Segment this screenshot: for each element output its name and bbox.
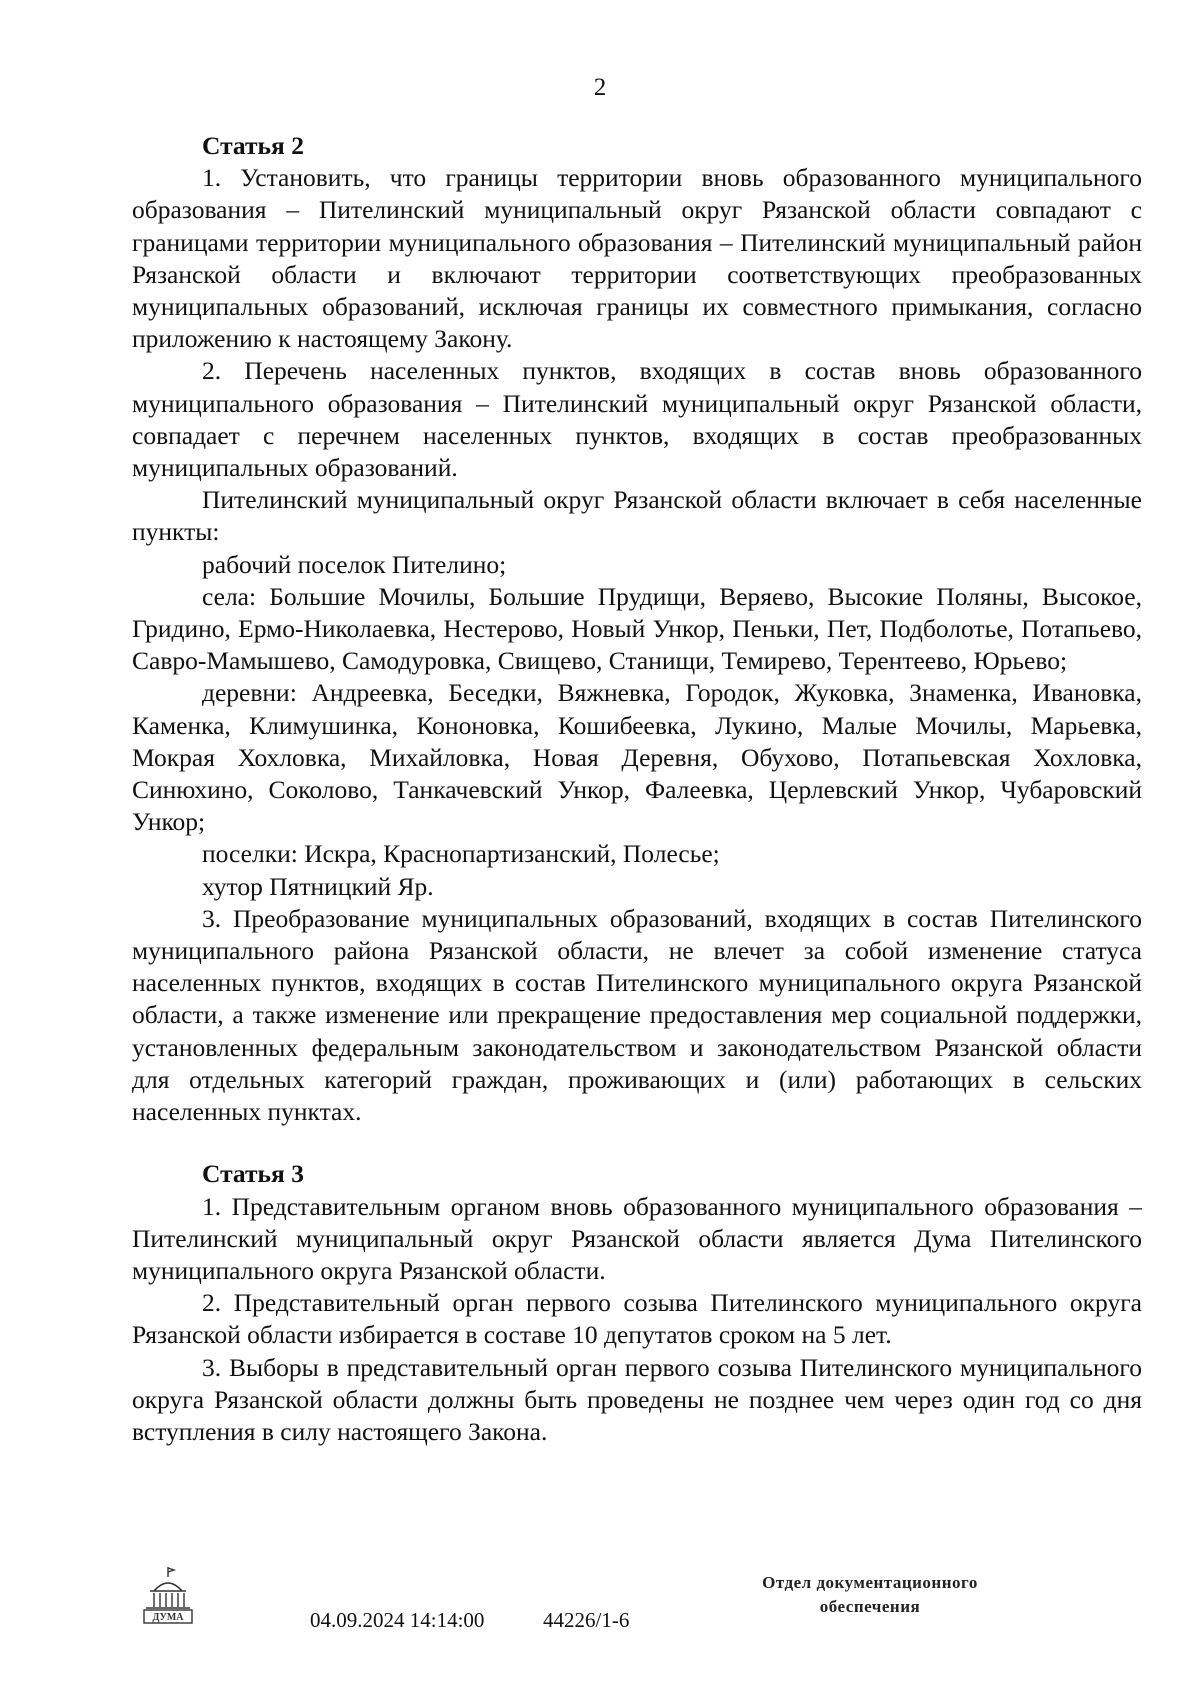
- article-2-paragraph: хутор Пятницкий Яр.: [202, 871, 434, 901]
- footer-department-stamp: [720, 1571, 1020, 1619]
- article-2-paragraph: 3. Преобразование муниципальных образований, входящих в состав Пителинского муниципального района Рязанской области, не влечет за собой изменение статуса населенных пунктов, входящих в состав Пителинского муниципального округа Рязанской области, а также изменение или прекращение предоставления мер социальной поддержки, установленных федеральным законодательством и законодательством Рязанской области для отдельных категорий граждан, проживающих и (или) работающих в сельских населенных пунктах.: [132, 903, 1142, 1127]
- duma-logo-icon: [140, 1565, 196, 1627]
- logo-text: ДУМА: [152, 1612, 184, 1623]
- article-2-paragraph: Пителинский муниципальный округ Рязанской области включает в себя населенные пункты:: [132, 485, 1142, 547]
- article-2-heading: Статья 2: [202, 131, 304, 160]
- section-gap: [132, 1128, 1142, 1158]
- article-2-paragraph: деревни: Андреевка, Беседки, Вяжневка, Городок, Жуковка, Знаменка, Ивановка, Каменка, Климушинка, Кононовка, Кошибеевка, Лукино, Малые Мочилы, Марьевка, Мокрая Хохловка, Михайловка, Новая Деревня, Обухово, Потапьевская Хохловка, Синюхино, Соколово, Танкачевский Ункор, Фалеевка, Церлевский Ункор, Чубаровский Ункор;: [132, 678, 1142, 837]
- footer-reg-number: 44226/1-6: [543, 1608, 630, 1632]
- document-body: [132, 130, 1142, 1448]
- dept-line-2: обеспечения: [819, 1597, 921, 1616]
- article-2-paragraph: поселки: Искра, Краснопартизанский, Полесье;: [202, 839, 720, 869]
- footer-datetime: 04.09.2024 14:14:00: [310, 1608, 485, 1632]
- article-3-paragraph: 3. Выборы в представительный орган первого созыва Пителинского муниципального округа Рязанской области должны быть проведены не позднее чем через один год со дня вступления в силу настоящего Закона.: [132, 1352, 1142, 1446]
- dept-line-1: Отдел документационного: [762, 1573, 978, 1592]
- article-2-paragraph: 2. Перечень населенных пунктов, входящих в состав вновь образованного муниципального образования – Пителинский муниципальный округ Рязанской области, совпадает с перечнем населенных пунктов, входящих в состав преобразованных муниципальных образований.: [132, 356, 1142, 483]
- article-3-paragraph: 1. Представительным органом вновь образованного муниципального образования – Пителинский муниципальный округ Рязанской области является Дума Пителинского муниципального округа Рязанской области.: [132, 1191, 1142, 1285]
- article-2-paragraph: 1. Установить, что границы территории вновь образованного муниципального образования – Пителинский муниципальный округ Рязанской области совпадают с границами территории муниципального образования – Пителинский муниципальный район Рязанской области и включают территории соответствующих преобразованных муниципальных образований, исключая границы их совместного примыкания, согласно приложению к настоящему Закону.: [132, 163, 1142, 354]
- article-3-paragraph: 2. Представительный орган первого созыва Пителинского муниципального округа Рязанской области избирается в составе 10 депутатов сроком на 5 лет.: [132, 1288, 1142, 1350]
- article-3-heading: Статья 3: [202, 1159, 304, 1189]
- article-2-paragraph: села: Большие Мочилы, Большие Прудищи, Веряево, Высокие Поляны, Высокое, Гридино, Ермо-Николаевка, Нестерово, Новый Ункор, Пеньки, Пет, Подболотье, Потапьево, Савро-Мамышево, Самодуровка, Свищево, Станищи, Темирево, Терентеево, Юрьево;: [132, 581, 1142, 676]
- page-number: 2: [593, 74, 607, 101]
- article-2-paragraph: рабочий поселок Пителино;: [202, 549, 507, 579]
